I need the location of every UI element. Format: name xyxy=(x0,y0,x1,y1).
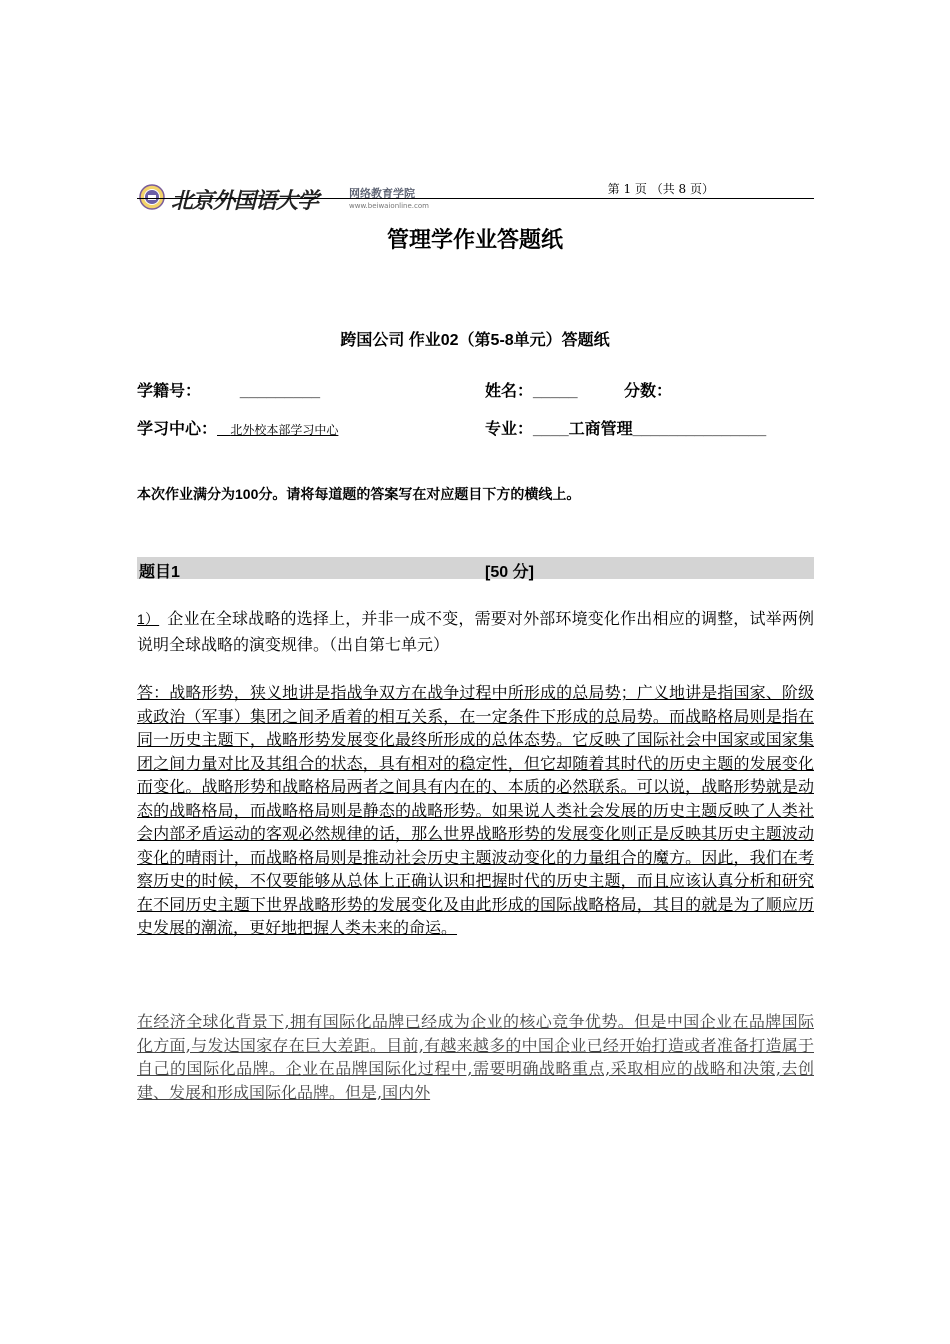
answer-paragraph-2: 在经济全球化背景下,拥有国际化品牌已经成为企业的核心竞争优势。但是中国企业在品牌国际化方面,与发达国家存在巨大差距。目前,有越来越多的中国企业已经开始打造或者准备打造属于自己的国际化品牌。企业在品牌国际化过程中,需要明确战略重点,采取相应的战略和决策,去创建、发展和形成国际化品牌。但是,国内外 xyxy=(137,1012,814,1102)
student-id-label: 学籍号： xyxy=(137,383,202,400)
question-title: 题目1 xyxy=(139,564,180,581)
page-indicator: 第 1 页 （共 8 页） xyxy=(607,182,714,196)
header-divider xyxy=(137,198,814,199)
question-text: 企业在全球战略的选择上，并非一成不变，需要对外部环境变化作出相应的调整，试举两例说明全球战略的演变规律。（出自第七单元） xyxy=(137,609,814,654)
document-subtitle: 跨国公司 作业02（第5-8单元）答题纸 xyxy=(340,332,610,349)
page-header xyxy=(137,178,814,214)
score-label: 分数： xyxy=(624,383,673,400)
logo-chinese-name: 北京外国语大学 xyxy=(171,188,319,214)
name-field xyxy=(485,378,578,401)
university-seal-icon xyxy=(139,184,165,210)
major-value: ____工商管理_______________ xyxy=(533,421,767,438)
university-logo xyxy=(137,180,457,214)
student-id-field xyxy=(137,378,320,401)
question-score: [50 分] xyxy=(485,564,534,581)
instruction-text: 本次作业满分为100分。请将每道题的答案写在对应题目下方的横线上。 xyxy=(137,486,581,502)
answer-paragraph-1: 答：战略形势，狭义地讲是指战争双方在战争过程中所形成的总局势；广义地讲是指国家、阶级或政治（军事）集团之间矛盾着的相互关系，在一定条件下形成的总局势。而战略格局则是指在同一历史主题下，战略形势发展变化最终所形成的总体态势。它反映了国际社会中国家或国家集团之间力量对比及其组合的状态，具有相对的稳定性，但它却随着其时代的历史主题的发展变化而变化。战略形势和战略格局两者之间具有内在的、本质的必然联系。可以说，战略形势就是动态的战略格局，而战略格局则是静态的战略形势。如果说人类社会发展的历史主题反映了人类社会内部矛盾运动的客观必然规律的话，那么世界战略形势的发展变化则正是反映其历史主题波动变化的晴雨计，而战略格局则是推动社会历史主题波动变化的力量组合的魔方。因此，我们在考察历史的时候，不仅要能够从总体上正确认识和把握时代的历史主题，而且应该认真分析和研究在不同历史主题下世界战略形势的发展变化及由此形成的国际战略格局，其目的就是为了顺应历史发展的潮流，更好地把握人类未来的命运。 xyxy=(137,683,814,937)
question-text-block xyxy=(137,606,814,657)
document-title: 管理学作业答题纸 xyxy=(386,227,563,252)
learning-center-field xyxy=(137,416,338,439)
logo-url: www.beiwaionline.com xyxy=(349,202,429,210)
question-number: 1） xyxy=(137,611,160,627)
major-label: 专业： xyxy=(485,421,534,438)
center-value: 北外校本部学习中心 xyxy=(230,423,339,437)
name-label: 姓名： xyxy=(485,383,534,400)
center-label: 学习中心： xyxy=(137,421,218,438)
name-value: _____ xyxy=(533,383,578,400)
logo-school-name: 网络教育学院 xyxy=(349,187,415,200)
score-field xyxy=(624,378,672,401)
major-field xyxy=(485,416,766,439)
question-header-bar xyxy=(137,557,814,579)
student-id-value: _________ xyxy=(239,383,321,400)
